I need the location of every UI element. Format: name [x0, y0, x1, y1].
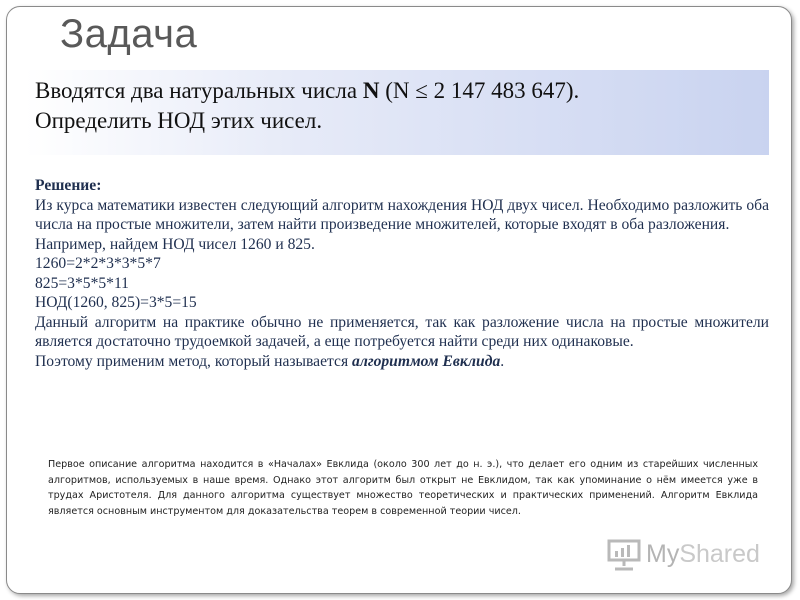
history-note: Первое описание алгоритма находится в «Началах» Евклида (около 300 лет до н. э.), что делает его одним из старейших численных алгоритмов, используемых в наше время. Однако этот алгоритм был открыт не Евклидом, так как упоминание о нём имеется уже в трудах Аристотеля. Для данного алгоритма существует множество теоретических и практических применений. Алгоритм Евклида является основным инструментом для доказательства теорем в современной теории чисел.	[48, 459, 758, 518]
solution-block	[35, 176, 769, 371]
watermark-my: My	[646, 539, 680, 568]
solution-factorization-825: 825=3*5*5*11	[35, 274, 129, 292]
solution-paragraph-2: Данный алгоритм на практике обычно не применяется, так как разложение числа на простые множители является достаточно трудоемкой задачей, а еще потребуется найти среди них одинаковые.	[35, 313, 769, 350]
task-variable-n: N	[362, 78, 380, 103]
task-line-2: Определить НОД этих чисел.	[35, 108, 323, 133]
euclid-algorithm-term: алгоритмом Евклида	[352, 352, 501, 370]
solution-gcd-result: НОД(1260, 825)=3*5=15	[35, 294, 197, 311]
solution-heading: Решение:	[35, 177, 102, 194]
watermark-shared: Shared	[679, 539, 760, 568]
solution-conclusion	[35, 352, 769, 372]
solution-paragraph-1: Из курса математики известен следующий алгоритм нахождения НОД двух чисел. Необходимо разложить оба числа на простые множители, затем найти произведение множителей, которые входят в оба разложения.	[35, 196, 769, 233]
task-text-1: Вводятся два натуральных числа	[35, 78, 363, 103]
myshared-watermark	[606, 537, 760, 571]
task-line-1	[35, 76, 769, 106]
solution-factorization-1260: 1260=2*2*3*3*5*7	[35, 255, 161, 272]
task-statement	[25, 70, 769, 155]
presentation-board-icon	[606, 537, 642, 571]
slide-title: Задача	[60, 12, 198, 56]
task-text-2: (N ≤ 2 147 483 647).	[379, 78, 580, 103]
conclusion-period: .	[500, 352, 505, 370]
watermark-text	[646, 540, 760, 569]
solution-example: Например, найдем НОД чисел 1260 и 825.	[35, 235, 315, 253]
conclusion-text: Поэтому применим метод, который называется	[35, 352, 353, 370]
